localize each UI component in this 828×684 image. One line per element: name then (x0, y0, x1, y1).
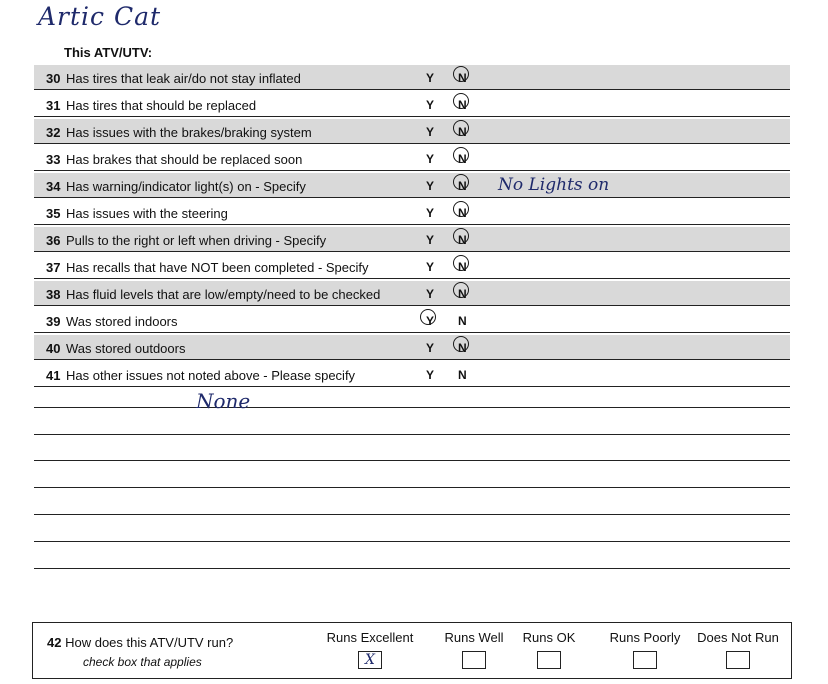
run-option-checkbox[interactable] (726, 651, 750, 669)
question-text: Has brakes that should be replaced soon (66, 152, 303, 167)
question-number: 35 (46, 206, 61, 221)
question-number: 33 (46, 152, 61, 167)
blank-line (34, 434, 790, 435)
question-number: 37 (46, 260, 61, 275)
yes-option[interactable]: Y (426, 287, 435, 301)
no-option[interactable]: N (458, 260, 467, 274)
no-option[interactable]: N (458, 98, 467, 112)
blank-line (34, 568, 790, 569)
answer-circle-n (453, 255, 469, 271)
answer-circle-n (453, 336, 469, 352)
question-row-34 (34, 173, 790, 198)
question-number: 36 (46, 233, 61, 248)
question-row-31 (34, 92, 790, 117)
handwritten-make-note: Artic Cat (38, 2, 162, 31)
run-option-label: Does Not Run (697, 630, 779, 645)
answer-circle-n (453, 174, 469, 190)
no-option[interactable]: N (458, 71, 467, 85)
question-row-32 (34, 119, 790, 144)
question-text: Was stored outdoors (66, 341, 186, 356)
no-option[interactable]: N (458, 314, 467, 328)
run-option-checkbox[interactable]: X (358, 651, 382, 669)
run-option-label: Runs Excellent (326, 630, 414, 645)
no-option[interactable]: N (458, 206, 467, 220)
question-text: Has tires that should be replaced (66, 98, 257, 113)
blank-line (34, 514, 790, 515)
no-option[interactable]: N (458, 287, 467, 301)
question-number: 38 (46, 287, 61, 302)
q42-label (47, 635, 233, 650)
yes-option[interactable]: Y (426, 341, 435, 355)
question-row-41 (34, 362, 790, 387)
question-row-36 (34, 227, 790, 252)
blank-line (34, 487, 790, 488)
question-number: 31 (46, 98, 61, 113)
section-title: This ATV/UTV: (64, 45, 153, 60)
blank-line (34, 407, 790, 408)
question-row-33 (34, 146, 790, 171)
question-row-37 (34, 254, 790, 279)
q42-number: 42 (47, 635, 62, 650)
q42-text: How does this ATV/UTV run? (65, 635, 234, 650)
question-text: Has fluid levels that are low/empty/need to be checked (66, 287, 381, 302)
yes-option[interactable]: Y (426, 179, 435, 193)
yes-option[interactable]: Y (426, 71, 435, 85)
answer-circle-n (453, 120, 469, 136)
yes-option[interactable]: Y (426, 152, 435, 166)
yes-option[interactable]: Y (426, 314, 435, 328)
question-row-40 (34, 335, 790, 360)
question-row-35 (34, 200, 790, 225)
question-text: Has warning/indicator light(s) on - Specify (66, 179, 306, 194)
question-number: 39 (46, 314, 61, 329)
specify-handwritten: No Lights on (498, 175, 610, 195)
blank-line (34, 460, 790, 461)
question-row-39 (34, 308, 790, 333)
question-row-38 (34, 281, 790, 306)
blank-line (34, 541, 790, 542)
yes-option[interactable]: Y (426, 206, 435, 220)
question-number: 30 (46, 71, 61, 86)
other-issues-handwritten: None (196, 389, 251, 413)
question-text: Has recalls that have NOT been completed - Specify (66, 260, 369, 275)
yes-option[interactable]: Y (426, 98, 435, 112)
no-option[interactable]: N (458, 125, 467, 139)
no-option[interactable]: N (458, 341, 467, 355)
question-number: 32 (46, 125, 61, 140)
yes-option[interactable]: Y (426, 125, 435, 139)
yes-option[interactable]: Y (426, 233, 435, 247)
question-text: Has issues with the steering (66, 206, 228, 221)
question-text: Has tires that leak air/do not stay inflated (66, 71, 301, 86)
answer-circle-n (453, 282, 469, 298)
q42-instruction: check box that applies (83, 655, 202, 669)
answer-circle-n (453, 66, 469, 82)
question-row-30 (34, 65, 790, 90)
question-number: 34 (46, 179, 61, 194)
run-option-checkbox[interactable] (537, 651, 561, 669)
run-option-checkbox[interactable] (462, 651, 486, 669)
no-option[interactable]: N (458, 179, 467, 193)
run-option-label: Runs Poorly (609, 630, 681, 645)
question-number: 40 (46, 341, 61, 356)
yes-option[interactable]: Y (426, 260, 435, 274)
run-option-label: Runs OK (522, 630, 576, 645)
yes-option[interactable]: Y (426, 368, 435, 382)
run-option-checkbox[interactable] (633, 651, 657, 669)
question-text: Pulls to the right or left when driving - Specify (66, 233, 327, 248)
question-text: Has issues with the brakes/braking system (66, 125, 312, 140)
answer-circle-n (453, 201, 469, 217)
answer-circle-n (453, 147, 469, 163)
no-option[interactable]: N (458, 233, 467, 247)
question-text: Was stored indoors (66, 314, 178, 329)
answer-circle-n (453, 228, 469, 244)
question-number: 41 (46, 368, 61, 383)
question-text: Has other issues not noted above - Please specify (66, 368, 356, 383)
answer-circle-n (453, 93, 469, 109)
q42-box (32, 622, 792, 679)
no-option[interactable]: N (458, 368, 467, 382)
run-option-label: Runs Well (444, 630, 504, 645)
no-option[interactable]: N (458, 152, 467, 166)
answer-circle-y (420, 309, 436, 325)
